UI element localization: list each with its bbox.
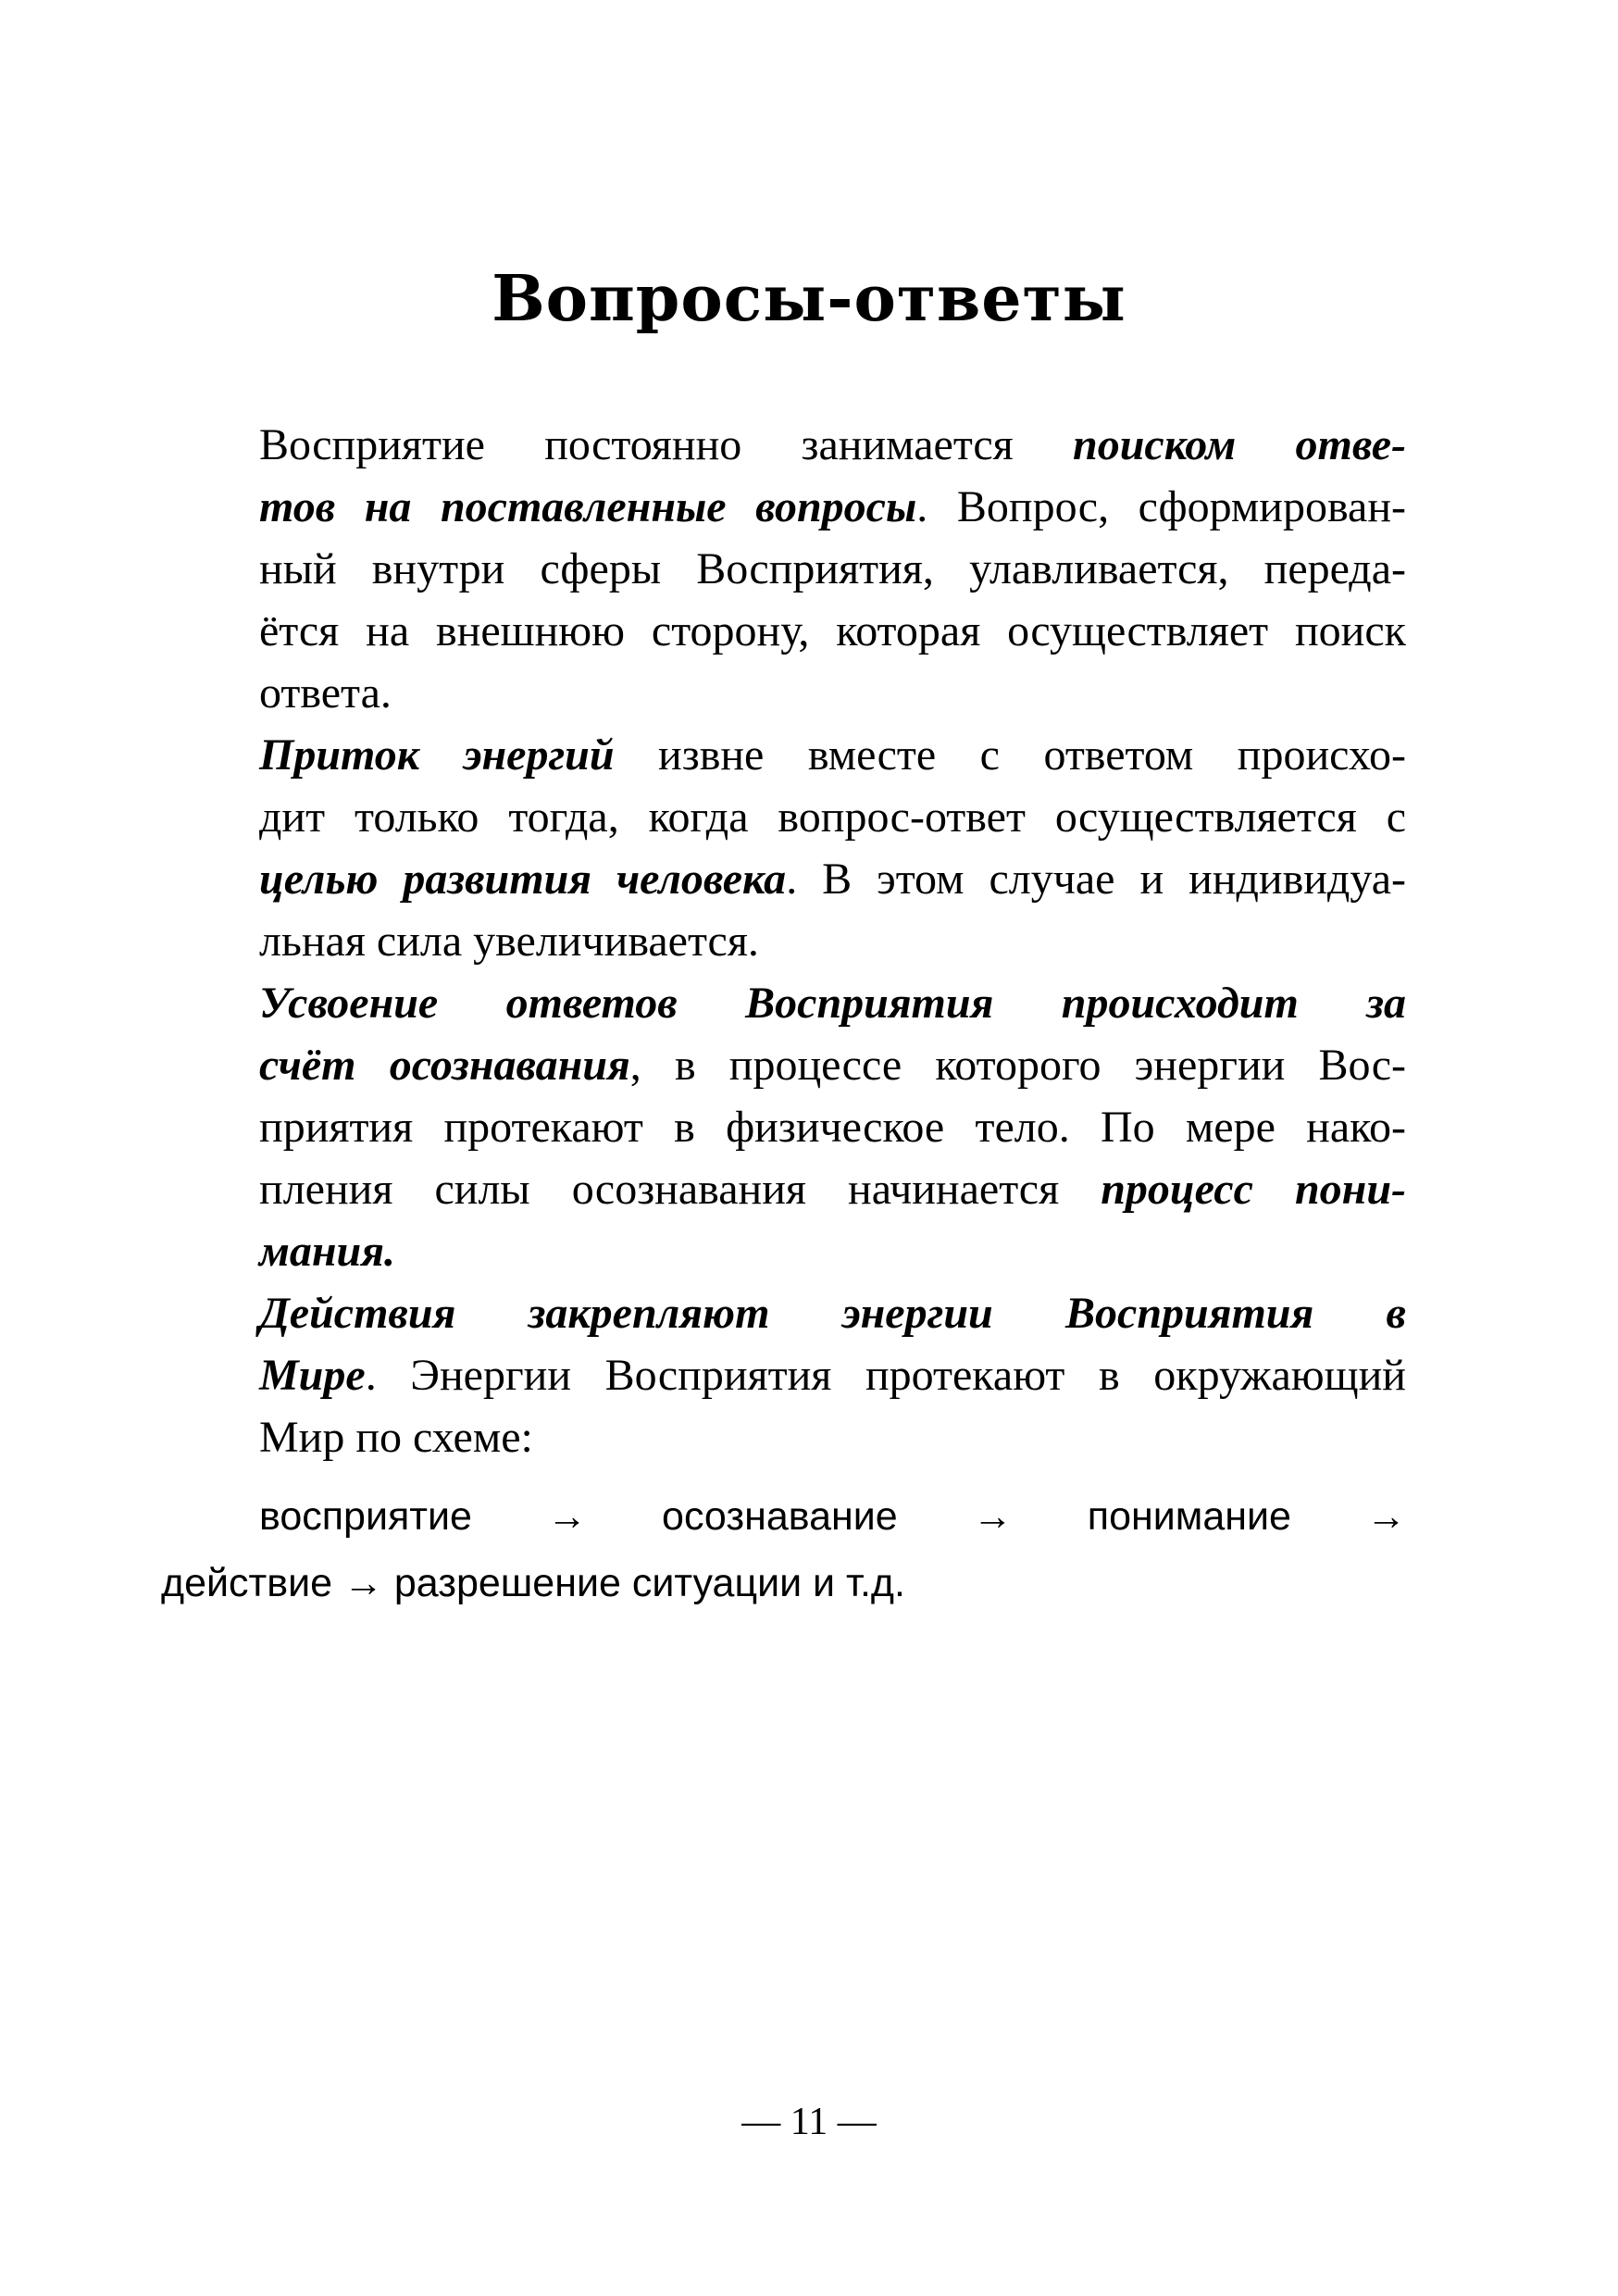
emphasis-text: Действия закрепляют энергии Восприятия в: [259, 1289, 1406, 1338]
emphasis-text: Усвоение ответов Восприятия происходит за: [259, 979, 1406, 1028]
emphasis-text: мания.: [259, 1227, 395, 1276]
text-line: тов на поставленные вопросы. Вопрос, сформирован-: [259, 482, 1406, 531]
text-line: счёт осознавания, в процессе которого энергии Вос-: [259, 1041, 1407, 1090]
text-line: приятия протекают в физическое тело. По мере нако-: [259, 1103, 1406, 1152]
scheme-line-2: действие → разрешение ситуации и т.д.: [161, 1561, 905, 1605]
text-line: ответа.: [259, 668, 392, 718]
text-line: [161, 972, 1406, 1034]
text-line: Приток энергий извне вместе с ответом происхо-: [259, 730, 1406, 780]
text-line: льная сила увеличивается.: [259, 917, 759, 966]
text-line: Восприятие постоянно занимается поиском отве-: [259, 420, 1407, 469]
perception-scheme: [161, 1483, 1406, 1616]
page-number: — 11 —: [741, 2101, 877, 2143]
text-line: ётся на внешнюю сторону, которая осуществляет поиск: [259, 606, 1406, 655]
paragraph: [161, 724, 1406, 972]
emphasis-text: Приток энергий: [259, 730, 615, 780]
text-line: дит только тогда, когда вопрос-ответ осуществляется с: [259, 792, 1406, 842]
text-line: [161, 1220, 1406, 1282]
emphasis-text: счёт осознавания: [259, 1041, 630, 1090]
emphasis-text: целью развития человека: [259, 855, 787, 904]
text-line: Мир по схеме:: [259, 1413, 533, 1462]
paragraph: [161, 972, 1406, 1282]
text-line: пления силы осознавания начинается процесс пони-: [259, 1165, 1406, 1214]
emphasis-text: тов на поставленные вопросы: [259, 482, 917, 531]
text-line: целью развития человека. В этом случае и индивидуа-: [259, 855, 1406, 904]
text-line: Мире. Энергии Восприятия протекают в окружающий: [259, 1351, 1406, 1400]
body-text: [161, 414, 1406, 1468]
emphasis-text: Мире: [259, 1351, 366, 1400]
emphasis-text: процесс пони-: [1101, 1165, 1406, 1214]
paragraph: [161, 1282, 1406, 1468]
text-line: [161, 1282, 1406, 1344]
emphasis-text: поиском отве-: [1073, 420, 1407, 469]
page-title: Вопросы-ответы: [492, 262, 1126, 336]
text-line: ный внутри сферы Восприятия, улавливается, переда-: [259, 544, 1406, 593]
paragraph: [161, 414, 1406, 724]
scheme-line-1: восприятие → осознавание → понимание →: [259, 1494, 1406, 1539]
